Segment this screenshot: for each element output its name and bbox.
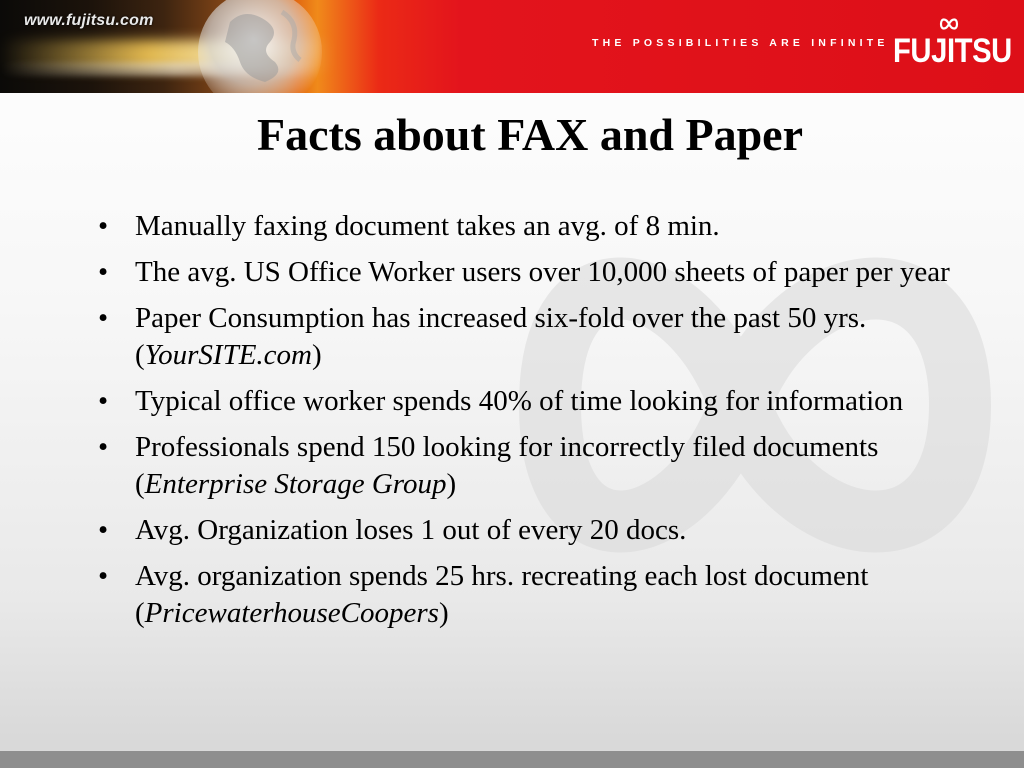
bullet-suffix: ) bbox=[446, 468, 457, 500]
tagline: THE POSSIBILITIES ARE INFINITE bbox=[592, 37, 889, 49]
header-banner bbox=[0, 0, 1024, 93]
globe-icon bbox=[190, 0, 330, 93]
bullet-suffix: ) bbox=[438, 597, 449, 629]
bullet-marker: • bbox=[98, 256, 109, 288]
bullet-marker: • bbox=[98, 210, 109, 242]
site-url: www.fujitsu.com bbox=[24, 12, 154, 29]
bullet-source: PricewaterhouseCoopers bbox=[144, 597, 439, 629]
bullet-marker: • bbox=[98, 431, 109, 463]
footer-bar bbox=[0, 751, 1024, 768]
bullet-list bbox=[98, 208, 958, 641]
bullet-text: Avg. Organization loses 1 out of every 20 docs. bbox=[135, 514, 687, 546]
fujitsu-logo bbox=[893, 16, 1011, 74]
bullet-item bbox=[98, 383, 958, 420]
bullet-source: Enterprise Storage Group bbox=[144, 468, 447, 500]
bullet-item bbox=[98, 300, 958, 374]
bullet-item bbox=[98, 429, 958, 503]
slide-title: Facts about FAX and Paper bbox=[256, 109, 804, 160]
bullet-suffix: ) bbox=[312, 339, 322, 371]
bullet-source: YourSITE.com bbox=[144, 339, 312, 371]
bullet-item bbox=[98, 208, 958, 245]
bullet-text: The avg. US Office Worker users over 10,000 sheets of paper per year bbox=[135, 256, 950, 288]
bullet-item bbox=[98, 254, 958, 291]
bullet-text: Paper Consumption has increased six-fold over the past 50 yrs. ( bbox=[135, 302, 867, 371]
bullet-text: Typical office worker spends 40% of time looking for information bbox=[135, 385, 904, 417]
bullet-text: Professionals spend 150 looking for incorrectly filed documents ( bbox=[135, 431, 879, 500]
bullet-item bbox=[98, 512, 958, 549]
bullet-marker: • bbox=[98, 385, 109, 417]
bullet-item bbox=[98, 558, 958, 632]
bullet-marker: • bbox=[98, 560, 109, 592]
bullet-text: Avg. organization spends 25 hrs. recreating each lost document ( bbox=[135, 560, 869, 629]
bullet-marker: • bbox=[98, 514, 109, 546]
bullet-text: Manually faxing document takes an avg. of 8 min. bbox=[135, 210, 720, 242]
logo-wordmark: FUJITSU bbox=[893, 32, 1012, 70]
bullet-marker: • bbox=[98, 302, 109, 334]
infinity-logo-icon bbox=[938, 16, 960, 32]
